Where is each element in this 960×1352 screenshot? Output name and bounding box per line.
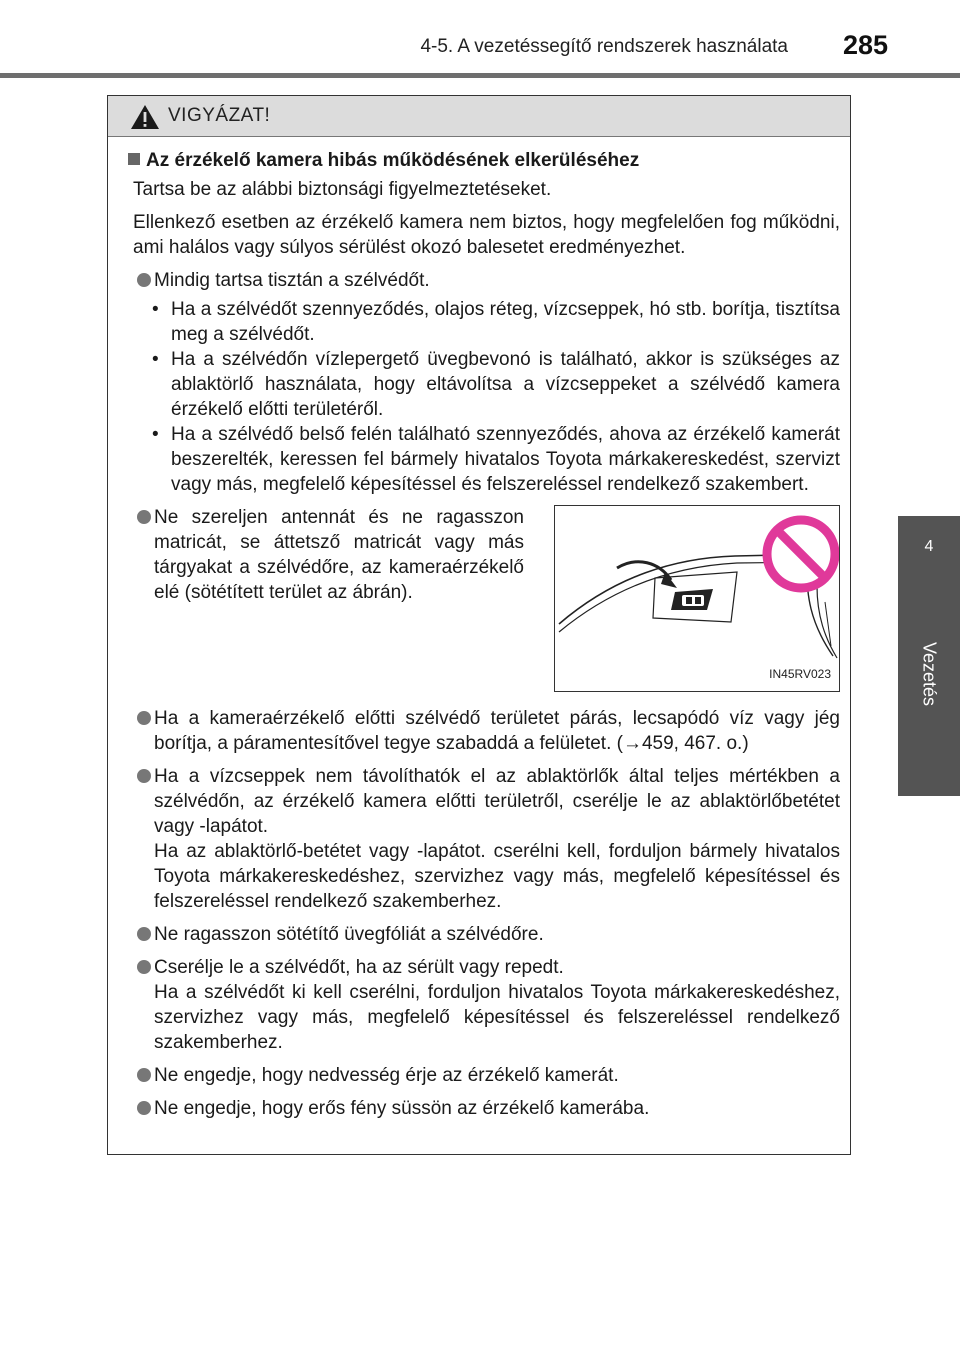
bullet-dot-icon xyxy=(137,1068,151,1082)
square-bullet-icon xyxy=(128,153,140,165)
sub-item xyxy=(152,297,840,347)
list-item-extra: Ha a szélvédőt ki kell cserélni, forduljon hivatalos Toyota márkakereskedéshez, szervizhez vagy más, megfelelő képesítéssel és felszereléssel rendelkező szakemberhez. xyxy=(154,982,840,1053)
section-title: 4-5. A vezetéssegítő rendszerek használata xyxy=(420,36,788,57)
list-item xyxy=(154,505,524,605)
caution-box xyxy=(107,95,851,1155)
caution-title: VIGYÁZAT! xyxy=(168,105,271,126)
chapter-tab xyxy=(898,516,960,796)
sub-bullet-icon: • xyxy=(152,349,159,370)
list-item-text: Ne szereljen antennát és ne ragasszon matricát, se áttetsző matricát vagy más tárgyakat a szélvédőre, az kameraérzékelő elé (sötétített terület az ábrán). xyxy=(154,507,524,603)
header-rule xyxy=(0,73,960,78)
intro-text: Tartsa be az alábbi biztonsági figyelmeztetéseket. xyxy=(133,179,552,200)
list-item-text: Ne engedje, hogy erős fény süssön az érzékelő kamerába. xyxy=(154,1098,650,1119)
bullet-dot-icon xyxy=(137,927,151,941)
list-item-text: Cserélje le a szélvédőt, ha az sérült vagy repedt. xyxy=(154,957,564,978)
bullet-dot-icon xyxy=(137,769,151,783)
sub-item-text: Ha a szélvédőn vízlepergető üvegbevonó is található, akkor is szükséges az ablaktörlő használata, hogy eltávolítsa a vízcseppeket a szélvédő kamera érzékelő előtti területéről. xyxy=(171,349,840,420)
warning-triangle-icon xyxy=(130,104,160,130)
list-item-text: Ne ragasszon sötétítő üvegfóliát a szélvédőre. xyxy=(154,924,544,945)
bullet-dot-icon xyxy=(137,1101,151,1115)
list-item-text: Mindig tartsa tisztán a szélvédőt. xyxy=(154,270,430,291)
chapter-label: Vezetés xyxy=(919,641,940,707)
list-item-text: Ha a vízcseppek nem távolíthatók el az ablaktörlők által teljes mértékben a szélvédőn, az érzékelő kamera előtti területről, cserélje le az ablaktörlőbetétet vagy -lapátot. xyxy=(154,766,840,837)
list-item-text: Ne engedje, hogy nedvesség érje az érzékelő kamerát. xyxy=(154,1065,619,1086)
caution-header xyxy=(108,96,850,137)
list-item xyxy=(154,1063,840,1088)
bullet-dot-icon xyxy=(137,711,151,725)
page-number: 285 xyxy=(842,30,888,60)
section-heading xyxy=(128,148,850,173)
bullet-dot-icon xyxy=(137,273,151,287)
bullet-with-figure xyxy=(108,505,850,692)
list-item xyxy=(154,955,840,1055)
sub-bullet-icon: • xyxy=(152,424,159,445)
list-item xyxy=(154,268,840,293)
sub-item-text: Ha a szélvédő belső felén található szennyeződés, ahova az érzékelő kamerát beszerelték, keressen fel bármely hivatalos Toyota márkakereskedést, szervizt vagy más, megfelelő képesítéssel és felszereléssel rendelkező szakembert. xyxy=(171,424,840,495)
bullet-dot-icon xyxy=(137,960,151,974)
list-item-text: Ha a kameraérzékelő előtti szélvédő területet párás, lecsapódó víz vagy jég borítja, a páramentesítővel tegye szabaddá a felületet. (→459, 467. o.) xyxy=(154,708,840,754)
list-item xyxy=(154,922,840,947)
list-item xyxy=(154,764,840,914)
sub-item xyxy=(152,422,840,497)
section-heading-text: Az érzékelő kamera hibás működésének elkerüléséhez xyxy=(146,150,640,171)
list-item xyxy=(154,1096,840,1121)
bullet-dot-icon xyxy=(137,510,151,524)
sub-item xyxy=(152,347,840,422)
sub-bullet-icon: • xyxy=(152,299,159,320)
list-item-extra: Ha az ablaktörlő-betétet vagy -lapátot. cserélni kell, forduljon bármely hivatalos Toyota márkakereskedéshez, szervizhez vagy más, megfelelő képesítéssel és felszereléssel rendelkező szakemberhez. xyxy=(154,841,840,912)
warning-text: Ellenkező esetben az érzékelő kamera nem biztos, hogy megfelelően fog működni, ami halálos vagy súlyos sérülést okozó balesetet eredményezhet. xyxy=(133,212,840,258)
list-item xyxy=(154,706,840,756)
caution-content xyxy=(108,148,850,1121)
sub-item-text: Ha a szélvédőt szennyeződés, olajos réteg, vízcseppek, hó stb. borítja, tisztítsa meg a szélvédőt. xyxy=(171,299,840,345)
prohibition-icon xyxy=(767,520,835,588)
windshield-figure xyxy=(554,505,840,692)
figure-code: IN45RV023 xyxy=(769,667,831,681)
chapter-number: 4 xyxy=(924,538,934,555)
